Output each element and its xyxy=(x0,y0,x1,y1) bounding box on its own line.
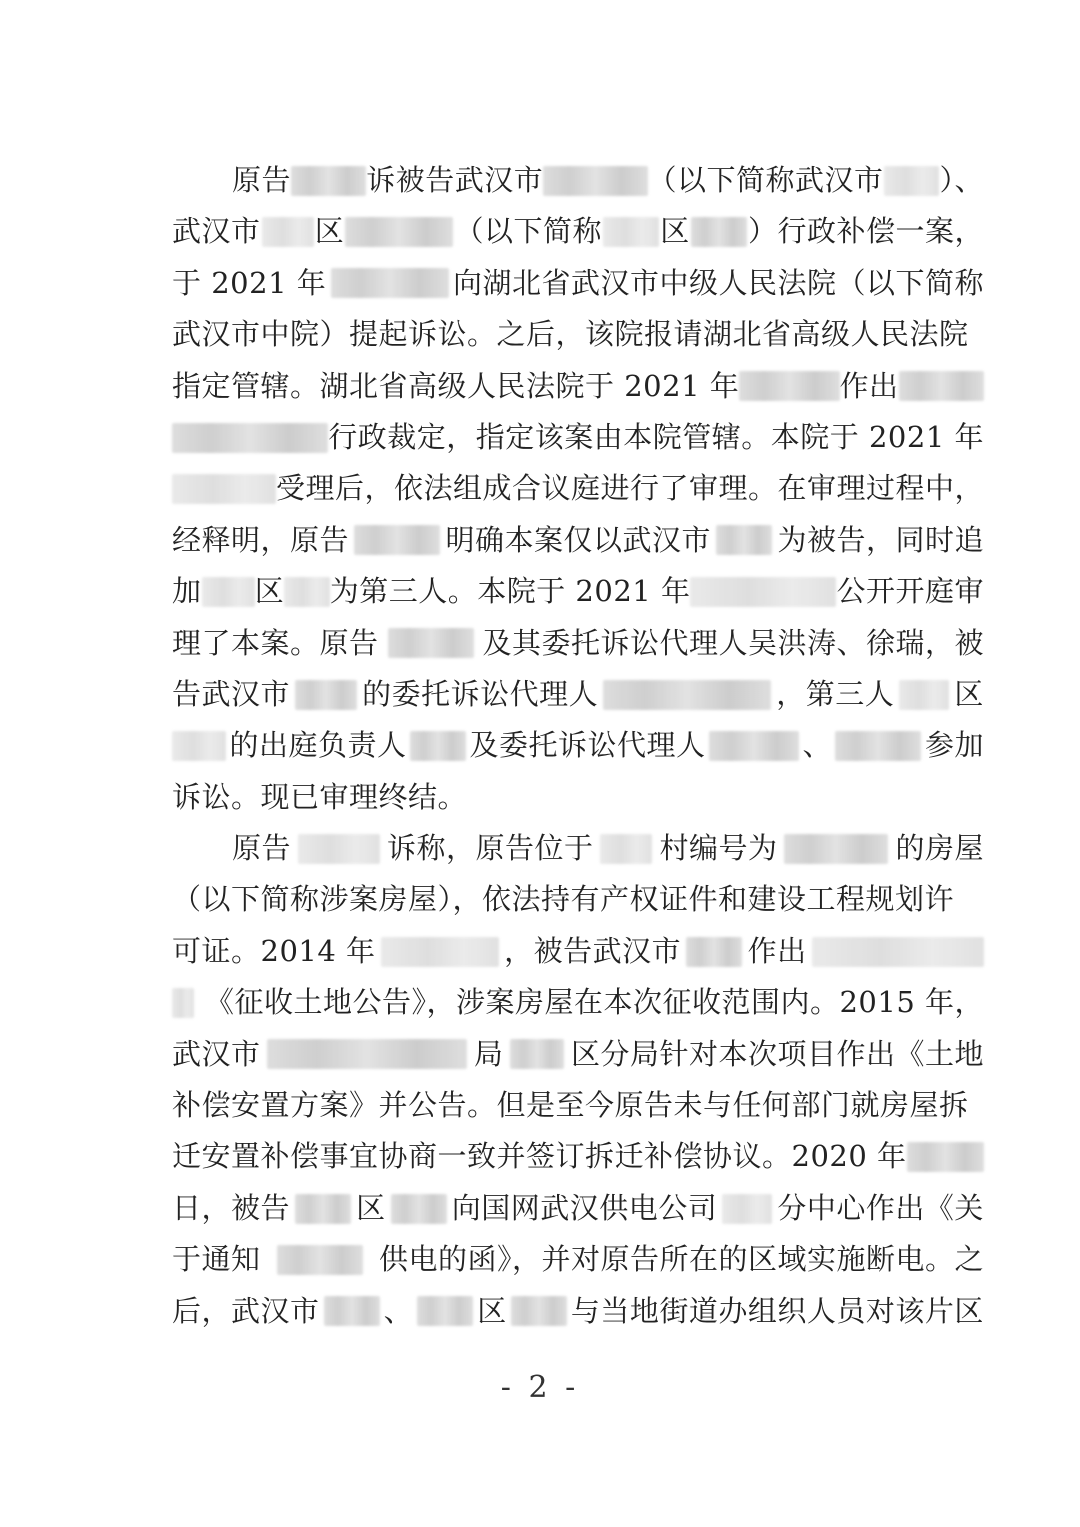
text-segment: 告武汉市 xyxy=(172,676,291,711)
document-body xyxy=(172,155,984,1337)
text-segment: 区 xyxy=(356,1190,386,1225)
redacted-block xyxy=(172,988,194,1018)
text-segment: 村编号为 xyxy=(659,831,778,866)
redacted-block xyxy=(510,1039,564,1069)
text-line xyxy=(172,823,984,874)
redacted-block xyxy=(884,166,940,196)
text-segment: 区 xyxy=(254,574,285,609)
redacted-block xyxy=(835,731,921,761)
text-line xyxy=(172,1029,984,1080)
text-line xyxy=(172,874,984,925)
redacted-block xyxy=(391,1194,447,1224)
redacted-block xyxy=(907,1142,984,1172)
redacted-block xyxy=(600,834,652,864)
text-segment: 的委托诉讼代理人 xyxy=(362,676,599,711)
redacted-block xyxy=(295,1194,351,1224)
redacted-block xyxy=(410,731,466,761)
text-segment: 武汉市中院）提起诉讼。之后，该院报请湖北省高级人民法院 xyxy=(172,317,969,352)
redacted-block xyxy=(295,680,357,710)
redacted-block xyxy=(381,937,499,967)
redacted-block xyxy=(899,680,949,710)
text-segment: 及其委托诉讼代理人吴洪涛、徐瑞，被 xyxy=(482,625,984,660)
redacted-block xyxy=(172,423,328,453)
text-segment: （以下简称武汉市 xyxy=(647,163,884,197)
text-segment: 经释明，原告 xyxy=(172,522,350,557)
page-number: - 2 - xyxy=(500,1370,580,1405)
text-segment: 于 2021 年 xyxy=(172,265,327,300)
redacted-block xyxy=(262,217,314,247)
text-segment: ，第三人 xyxy=(776,676,895,711)
text-segment: 为被告，同时追 xyxy=(777,522,984,557)
text-segment: 的房屋 xyxy=(895,831,984,866)
text-segment: 原告 xyxy=(232,831,292,866)
text-line xyxy=(172,463,984,514)
redacted-block xyxy=(331,268,449,298)
text-segment: 加 xyxy=(172,574,202,609)
redacted-block xyxy=(603,217,659,247)
text-line xyxy=(172,361,984,412)
text-segment: 的出庭负责人 xyxy=(229,728,407,763)
text-segment: 受理后，依法组成合议庭进行了审理。在审理过程中， xyxy=(275,471,984,506)
redacted-block xyxy=(298,834,380,864)
redacted-block xyxy=(291,166,366,196)
text-line xyxy=(172,258,984,309)
text-line xyxy=(172,155,984,206)
text-line xyxy=(172,977,984,1028)
text-segment: 区 xyxy=(660,214,690,249)
redacted-block xyxy=(691,217,747,247)
redacted-block xyxy=(202,577,255,607)
text-segment: 诉讼。现已审理终结。 xyxy=(172,779,468,814)
redacted-block xyxy=(345,217,453,247)
text-segment: 补偿安置方案》并公告。但是至今原告未与任何部门就房屋拆 xyxy=(172,1088,969,1123)
redacted-block xyxy=(899,371,984,401)
text-line xyxy=(172,1080,984,1131)
redacted-block xyxy=(172,731,226,761)
text-segment: 迁安置补偿事宜协商一致并签订拆迁补偿协议。2020 年 xyxy=(172,1139,907,1174)
text-segment: 可证。2014 年 xyxy=(172,933,376,968)
text-segment: 原告 xyxy=(232,163,292,197)
text-segment: （以下简称 xyxy=(454,214,602,249)
redacted-block xyxy=(686,937,742,967)
text-line xyxy=(172,772,984,823)
text-line xyxy=(172,206,984,257)
text-segment: 、 xyxy=(383,1293,414,1328)
redacted-block xyxy=(784,834,888,864)
text-segment: ）、 xyxy=(939,163,984,197)
redacted-block xyxy=(277,1245,363,1275)
text-segment: 参加 xyxy=(924,728,984,763)
text-line xyxy=(172,618,984,669)
text-line xyxy=(172,412,984,463)
text-line xyxy=(172,1131,984,1182)
redacted-block xyxy=(511,1296,567,1326)
text-segment: 行政裁定，指定该案由本院管辖。本院于 2021 年 xyxy=(328,419,984,454)
text-segment: 于通知 xyxy=(172,1242,261,1277)
text-segment: 诉称，原告位于 xyxy=(386,831,594,866)
text-segment: 武汉市 xyxy=(172,1036,261,1071)
redacted-block xyxy=(739,371,839,401)
redacted-block xyxy=(267,1039,467,1069)
text-segment: 区 xyxy=(314,214,345,249)
text-segment: 《征收土地公告》，涉案房屋在本次征收范围内。2015 年， xyxy=(204,985,984,1020)
text-segment: ）行政补偿一案， xyxy=(747,214,984,249)
text-segment: 理了本案。原告 xyxy=(172,625,379,660)
redacted-block xyxy=(690,577,836,607)
text-segment: 指定管辖。湖北省高级人民法院于 2021 年 xyxy=(172,368,740,403)
redacted-block xyxy=(388,628,474,658)
text-segment: 区 xyxy=(477,1293,507,1328)
redacted-block xyxy=(812,937,984,967)
text-segment: 诉被告武汉市 xyxy=(366,163,544,197)
text-line xyxy=(172,720,984,771)
text-line xyxy=(172,566,984,617)
redacted-block xyxy=(603,680,771,710)
text-segment: 公开开庭审 xyxy=(836,574,984,609)
redacted-block xyxy=(722,1194,772,1224)
text-segment: 区 xyxy=(954,676,984,711)
text-line xyxy=(172,1286,984,1337)
text-line xyxy=(172,926,984,977)
text-line xyxy=(172,1234,984,1285)
text-segment: 及委托诉讼代理人 xyxy=(469,728,706,763)
redacted-block xyxy=(284,577,329,607)
text-segment: 作出 xyxy=(839,368,899,403)
text-segment: 明确本案仅以武汉市 xyxy=(445,522,711,557)
text-line xyxy=(172,515,984,566)
text-segment: （以下简称涉案房屋），依法持有产权证件和建设工程规划许 xyxy=(172,882,955,917)
text-segment: 、 xyxy=(802,728,832,763)
text-segment: 向湖北省武汉市中级人民法院（以下简称 xyxy=(452,265,984,300)
text-segment: 供电的函》，并对原告所在的区域实施断电。之 xyxy=(378,1242,984,1277)
redacted-block xyxy=(324,1296,380,1326)
text-segment: 后，武汉市 xyxy=(172,1293,320,1328)
text-segment: 武汉市 xyxy=(172,214,261,249)
redacted-block xyxy=(709,731,799,761)
text-segment: 作出 xyxy=(747,933,807,968)
redacted-block xyxy=(354,525,440,555)
redacted-block xyxy=(543,166,647,196)
text-line xyxy=(172,309,984,360)
text-segment: ，被告武汉市 xyxy=(504,933,682,968)
text-segment: 为第三人。本院于 2021 年 xyxy=(329,574,691,609)
text-line xyxy=(172,669,984,720)
text-segment: 日，被告 xyxy=(172,1190,291,1225)
redacted-block xyxy=(716,525,772,555)
text-segment: 向国网武汉供电公司 xyxy=(451,1190,718,1225)
text-segment: 区分局针对本次项目作出《土地 xyxy=(570,1036,984,1071)
text-segment: 局 xyxy=(473,1036,504,1071)
redacted-block xyxy=(417,1296,473,1326)
text-segment: 分中心作出《关 xyxy=(777,1190,984,1225)
text-segment: 与当地街道办组织人员对该片区 xyxy=(570,1293,984,1328)
text-line xyxy=(172,1183,984,1234)
redacted-block xyxy=(172,474,276,504)
